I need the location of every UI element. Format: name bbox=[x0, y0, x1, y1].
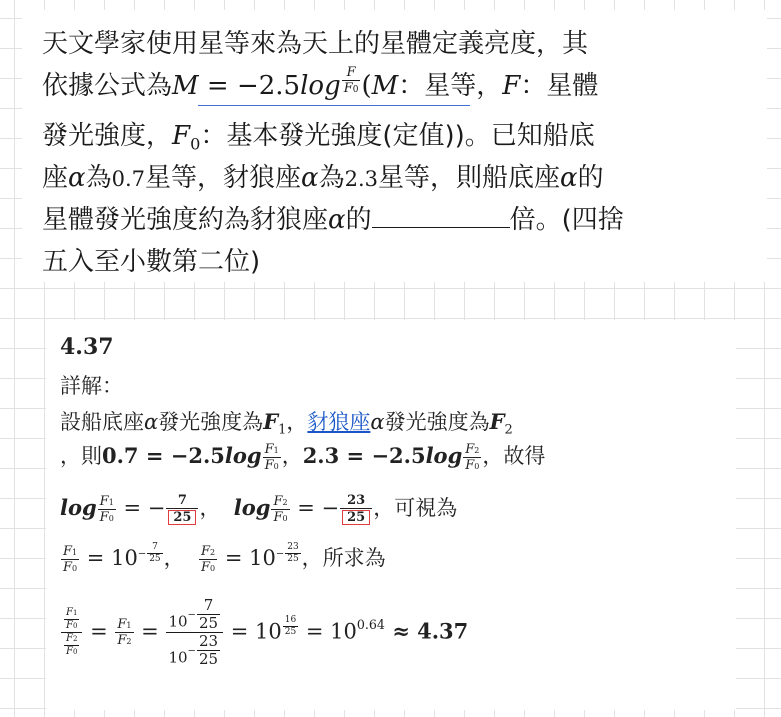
solution-row-5: $\frac{\frac{F1}{F0}}{\frac{F2}{F0}}$ = $\frac{F1}{F2}$ = 10− $\frac{7}{25}$ 10− $\frac{23}{25}$ = 10 $\frac{16}{25}$ = $10^{0.64} \approx 4.37$ bbox=[60, 598, 468, 667]
question-line-2: 依據公式為M = −2.5log $\frac{F}{F0}$ (M：星等，F：星體 bbox=[42, 65, 599, 101]
solution-row-2: ，則0.7 = −2.5log $\frac{F1}{F0}$ ，2.3 = −2.5log $\frac{F2}{F0}$ ，故得 bbox=[60, 441, 546, 473]
question-line-5: 星體發光強度約為豺狼座α的 倍。(四捨 bbox=[42, 205, 624, 235]
fraction-7-25: $\frac{7}{25}$ bbox=[166, 494, 198, 525]
formula-fraction: $\frac{F}{F0}$ bbox=[343, 65, 359, 96]
highlight-25-a: 25 bbox=[168, 510, 196, 525]
solution-row-4: $\frac{F1}{F0}$ = 10− $\frac{7}{25}$ ， $\frac{F2}{F0}$ = 10− $\frac{23}{25}$ ，所求為 bbox=[63, 541, 386, 575]
question-line-3: 發光強度，$F_0$：基本發光強度(定值))。已知船底 bbox=[42, 121, 595, 154]
solution-block bbox=[46, 320, 736, 710]
formula-equals: = −2.5 bbox=[198, 71, 301, 101]
answer-value: 4.37 bbox=[60, 334, 114, 360]
formula-underline bbox=[198, 105, 470, 106]
question-line-4: 座α為0.7星等，豺狼座α為2.3星等，則船底座α的 bbox=[42, 163, 604, 193]
question-line-1: 天文學家使用星等來為天上的星體定義亮度，其 bbox=[42, 29, 589, 59]
fraction-F2-F0: $\frac{F2}{F0}$ bbox=[465, 441, 480, 473]
compound-fraction: $\frac{\frac{F1}{F0}}{\frac{F2}{F0}}$ bbox=[61, 608, 82, 657]
solution-row-1: 設船底座α發光強度為$F_1$，豺狼座α發光強度為$F_2$ bbox=[60, 409, 513, 438]
solution-row-3: log $\frac{F1}{F0}$ = − $\frac{7}{25}$ ， log $\frac{F2}{F0}$ = − $\frac{23}{25}$ ，可視為 bbox=[60, 492, 458, 525]
formula-log: log bbox=[300, 71, 341, 101]
question-line-6: 五入至小數第二位) bbox=[42, 247, 261, 277]
fraction-F1-F0: $\frac{F1}{F0}$ bbox=[264, 441, 279, 473]
final-approx: ≈ 4.37 bbox=[384, 618, 469, 644]
detail-label: 詳解： bbox=[60, 374, 123, 398]
answer-blank bbox=[372, 205, 510, 228]
fraction-23-25: $\frac{23}{25}$ bbox=[340, 494, 372, 525]
question-block bbox=[22, 10, 767, 282]
ratio-of-powers: 10− $\frac{7}{25}$ 10− $\frac{23}{25}$ bbox=[166, 598, 223, 667]
formula-M: M bbox=[172, 71, 199, 101]
highlight-25-b: 25 bbox=[342, 510, 370, 525]
lupus-link[interactable]: 豺狼座 bbox=[307, 410, 371, 434]
